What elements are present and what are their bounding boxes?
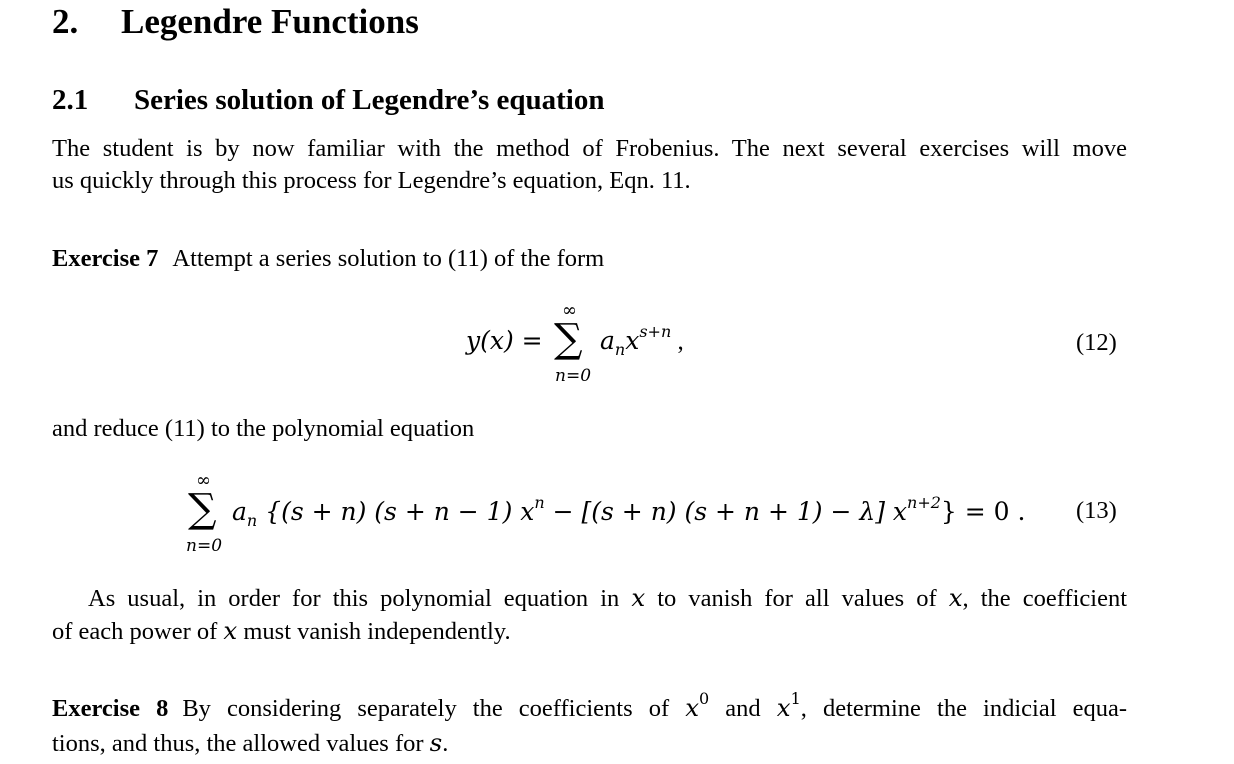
equation-13-upper-limit: ∞: [196, 470, 211, 491]
equation-13-sum-symbol: ∑: [188, 486, 217, 532]
section-heading: [52, 2, 419, 42]
math-variable-x: x: [948, 583, 963, 612]
equation-13: [186, 470, 1026, 566]
math-variable-s: s: [429, 728, 443, 757]
equation-12: [466, 300, 726, 396]
equation-12-comma: ,: [671, 328, 684, 355]
equation-12-coefficient: a: [600, 326, 615, 355]
equation-12-lower-limit: n=0: [555, 366, 592, 386]
intro-line-2: us quickly through this process for Legendre’s equation, Eqn. 11.: [52, 167, 691, 194]
equation-13-lower-limit: n=0: [186, 536, 223, 556]
equation-13-coefficient-index: n: [246, 511, 258, 530]
equation-12-sum-symbol: ∑: [554, 316, 583, 362]
equation-12-coefficient-index: n: [614, 340, 626, 359]
vanish-paragraph: [52, 582, 1127, 648]
equation-12-number: (12): [1076, 329, 1117, 356]
equation-13-exponent-2: n+2: [907, 493, 941, 512]
equation-13-body-2: − [(s + n) (s + n + 1) − λ] x: [544, 497, 908, 526]
reduce-paragraph: [52, 413, 1127, 445]
equation-12-lhs: y(x) =: [466, 326, 543, 355]
section-title: Legendre Functions: [121, 2, 419, 41]
subsection-number: 2.1: [52, 84, 89, 116]
equation-13-body-1: {(s + n) (s + n − 1) x: [257, 497, 535, 526]
exercise-8-line-1: Exercise 8 By considering separately the coefficients of $x^0$ and $x^1$, determine the indicial equa-: [52, 689, 1127, 722]
exercise-7-text: Attempt a series solution to (11) of the form: [172, 245, 605, 272]
equation-13-coefficient: a: [232, 497, 247, 526]
equation-13-body-3: } = 0 .: [940, 497, 1026, 526]
vanish-line-1: As usual, in order for this polynomial equation in x to vanish for all values of x, the coefficient: [88, 583, 1128, 612]
equation-13-number: (13): [1076, 497, 1117, 524]
equation-12-upper-limit: ∞: [562, 300, 577, 321]
subsection-title: Series solution of Legendre’s equation: [134, 84, 605, 116]
section-number: 2.: [52, 2, 79, 41]
reduce-text: and reduce (11) to the polynomial equation: [52, 415, 475, 442]
exercise-8: [52, 689, 1127, 760]
exercise-7-label: Exercise 7: [52, 245, 159, 272]
vanish-line-2: of each power of x must vanish independently.: [52, 616, 511, 645]
exercise-8-line-2: tions, and thus, the allowed values for s.: [52, 728, 449, 757]
math-variable-x: x: [631, 583, 646, 612]
exercise-7: [52, 243, 1127, 275]
exercise-8-label: Exercise 8: [52, 695, 169, 722]
subsection-heading: [52, 82, 604, 118]
equation-12-exponent: s+n: [639, 322, 672, 341]
intro-line-1: The student is by now familiar with the method of Frobenius. The next several exercises will move: [52, 135, 1127, 162]
math-variable-x: x: [223, 616, 238, 645]
equation-13-exponent-1: n: [534, 493, 545, 512]
equation-12-variable: x: [625, 326, 640, 355]
intro-paragraph: [52, 133, 1127, 197]
